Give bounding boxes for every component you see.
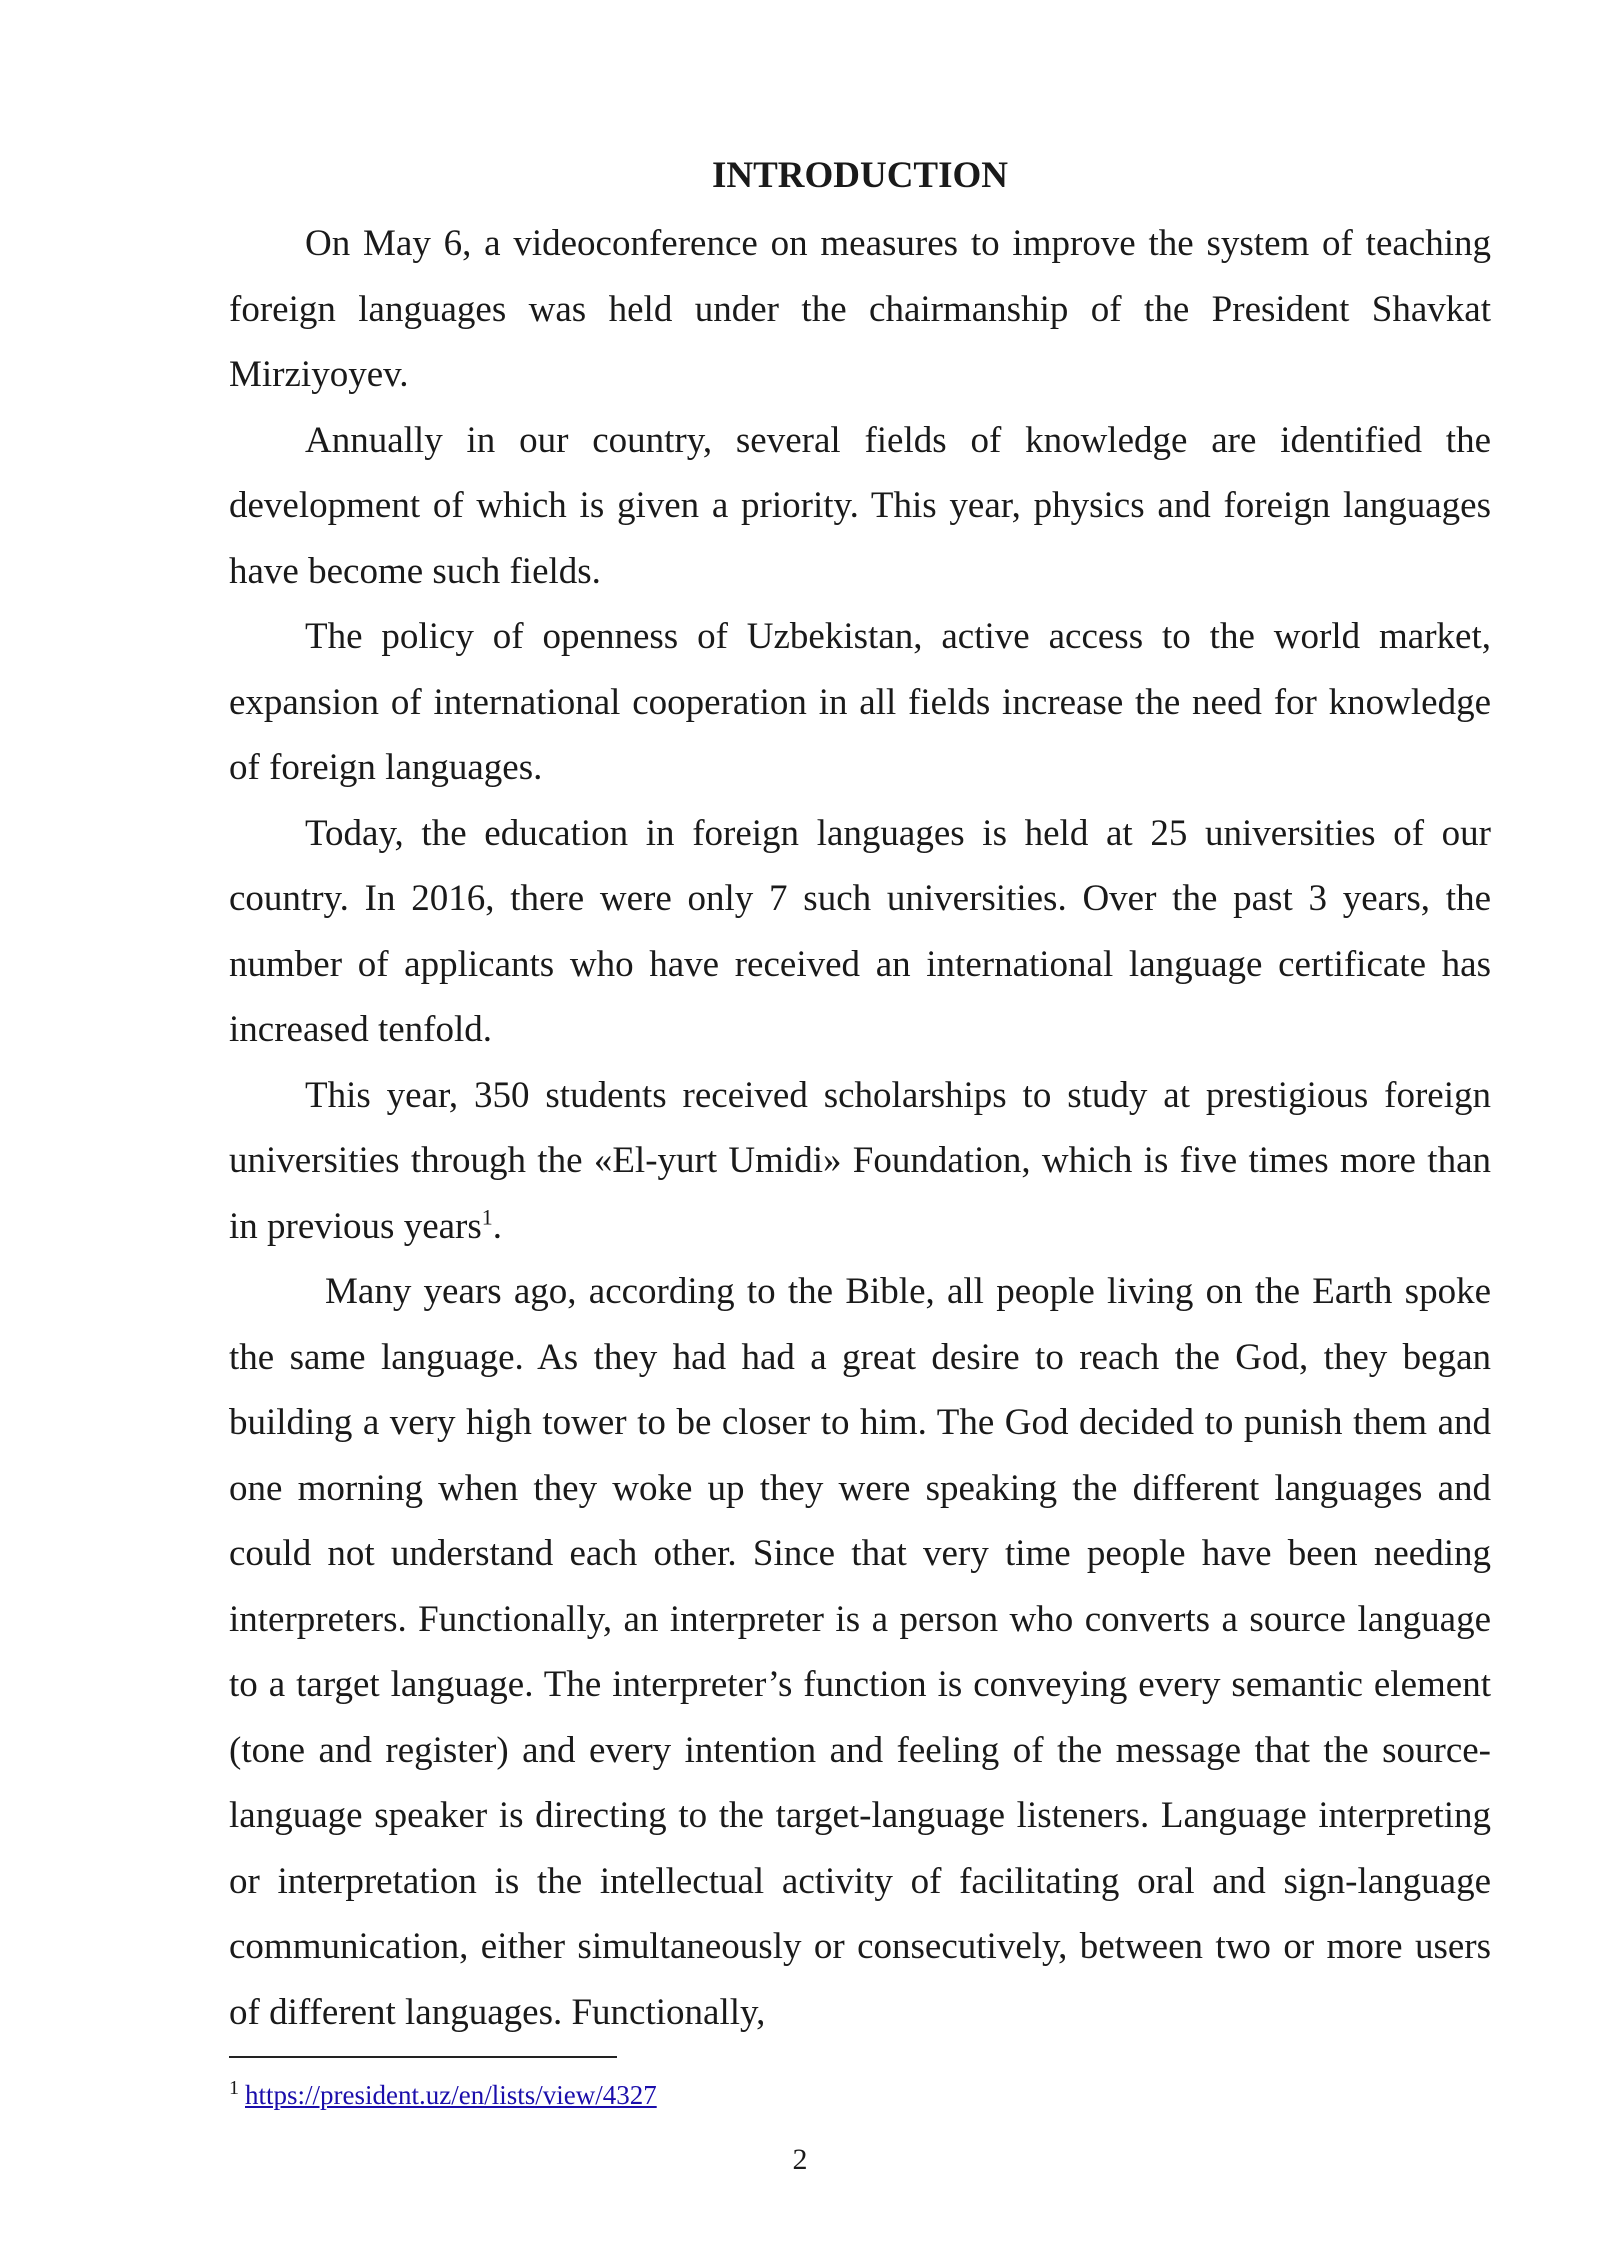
paragraph-1: On May 6, a videoconference on measures to improve the system of teaching foreign languages was held under the chairmanship of the President Shavkat Mirziyoyev. — [229, 223, 1491, 395]
paragraph-3: The policy of openness of Uzbekistan, active access to the world market, expansion of international cooperation in all fields increase the need for knowledge of foreign languages. — [229, 616, 1491, 788]
paragraph-4: Today, the education in foreign languages is held at 25 universities of our country. In 2016, there were only 7 such universities. Over the past 3 years, the number of applicants who have received an international language certificate has increased tenfold. — [229, 812, 1491, 1050]
footnote-link[interactable]: https://president.uz/en/lists/view/4327 — [245, 2080, 657, 2110]
body-text — [229, 211, 1491, 2045]
page-title: INTRODUCTION — [711, 155, 1009, 196]
footnote — [229, 2078, 657, 2112]
footnote-number: 1 — [229, 2077, 239, 2099]
paragraph-2: Annually in our country, several fields of knowledge are identified the development of which is given a priority. This year, physics and foreign languages have become such fields. — [229, 419, 1491, 592]
footnote-reference[interactable]: 1 — [481, 1204, 493, 1230]
paragraph-6: Many years ago, according to the Bible, all people living on the Earth spoke the same language. As they had had a great desire to reach the God, they began building a very high tower to be closer to him. The God decided to punish them and one morning when they woke up they were speaking the different languages and could not understand each other. Since that very time people have been needing interpreters. Functionally, an interpreter is a person who converts a source language to a target language. The interpreter’s function is conveying every semantic element (tone and register) and every intention and feeling of the message that the source-language speaker is directing to the target-language listeners. Language interpreting or interpretation is the intellectual activity of facilitating oral and sign-language communication, either simultaneously or consecutively, between two or more users of different languages. Functionally, — [229, 1271, 1491, 2033]
page-number: 2 — [792, 2143, 808, 2176]
paragraph-5-end: . — [492, 1205, 503, 1247]
paragraph-5-text: This year, 350 students received scholarships to study at prestigious foreign universities through the «El-yurt Umidi» Foundation, which is five times more than in previous years — [229, 1074, 1491, 1247]
paragraph-5 — [229, 1063, 1491, 1260]
footnote-separator — [229, 2056, 617, 2058]
